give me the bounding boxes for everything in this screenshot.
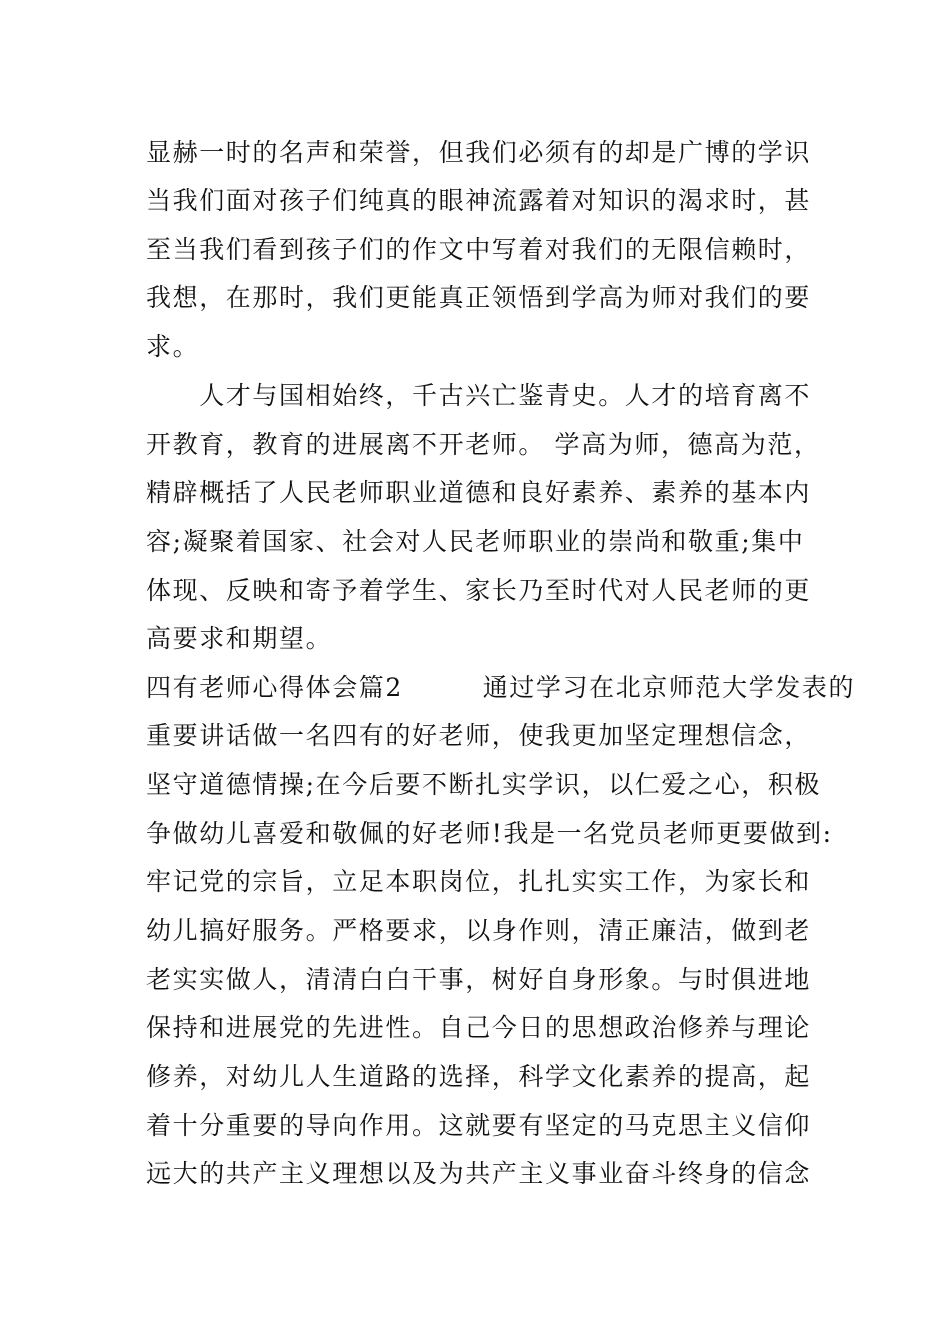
text-line: 幼儿搞好服务。严格要求，以身作则，清正廉洁，做到老 [146, 916, 812, 945]
text-line: 我想，在那时，我们更能真正领悟到学高为师对我们的要 [146, 283, 812, 312]
text-line: 重要讲话做一名四有的好老师，使我更加坚定理想信念， [146, 721, 812, 750]
text-line: 开教育，教育的进展离不开老师。 学高为师，德高为范， [146, 430, 821, 459]
text-line: 体现、反映和寄予着学生、家长乃至时代对人民老师的更 [146, 576, 812, 605]
text-line: 至当我们看到孩子们的作文中写着对我们的无限信赖时， [146, 235, 812, 264]
text-line: 坚守道德情操;在今后要不断扎实学识，以仁爱之心，积极 [146, 770, 822, 799]
text-line: 精辟概括了人民老师职业道德和良好素养、素养的基本内 [146, 478, 812, 507]
text-line: 人才与国相始终，千古兴亡鉴青史。人才的培育离不 [146, 381, 812, 410]
text-line: 当我们面对孩子们纯真的眼神流露着对知识的渴求时，甚 [146, 186, 812, 215]
text-line: 显赫一时的名声和荣誉，但我们必须有的却是广博的学识 [146, 138, 812, 167]
text-line: 远大的共产主义理想以及为共产主义事业奋斗终身的信念 [146, 1159, 812, 1188]
text-line: 着十分重要的导向作用。这就要有坚定的马克思主义信仰 [146, 1111, 812, 1140]
text-line: 修养，对幼儿人生道路的选择，科学文化素养的提高，起 [146, 1062, 812, 1091]
text-line: 高要求和期望。 [146, 624, 333, 653]
text-line: 争做幼儿喜爱和敬佩的好老师!我是一名党员老师更要做到: [146, 819, 833, 848]
text-line: 老实实做人，清清白白干事，树好自身形象。与时俱进地 [146, 965, 812, 994]
text-line: 保持和进展党的先进性。自己今日的思想政治修养与理论 [146, 1013, 812, 1042]
section-heading-line: 四有老师心得体会篇2 通过学习在北京师范大学发表的 [146, 673, 856, 702]
text-line: 求。 [146, 332, 200, 361]
text-line: 容;凝聚着国家、社会对人民老师职业的崇尚和敬重;集中 [146, 527, 805, 556]
text-line: 牢记党的宗旨，立足本职岗位，扎扎实实工作，为家长和 [146, 867, 812, 896]
